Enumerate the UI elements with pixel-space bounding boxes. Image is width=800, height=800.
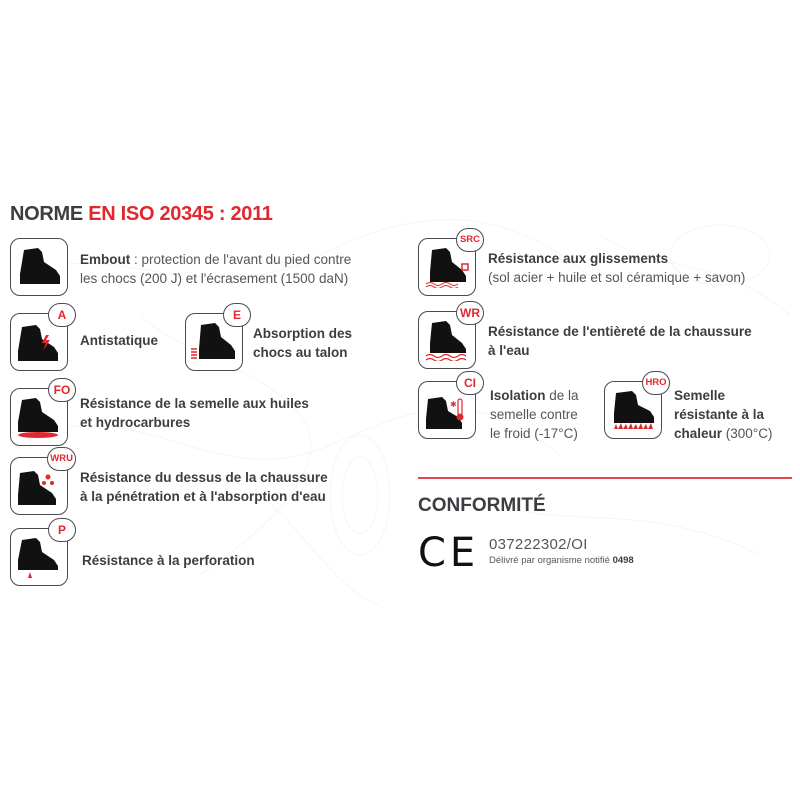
badge-hro: HRO bbox=[642, 371, 670, 395]
norm-wr-text: Résistance de l'entièreté de la chaussure à l'eau bbox=[488, 324, 752, 358]
badge-e: E bbox=[223, 303, 251, 327]
heat-flame-icon bbox=[604, 377, 667, 439]
badge-wru: WRU bbox=[47, 447, 76, 471]
norm-embout-text: Embout : protection de l'avant du pied contre les chocs (200 J) et l'écrasement (1500 daN) bbox=[80, 252, 352, 286]
norm-ci-text: Isolation de la semelle contre le froid (-17°C) bbox=[490, 388, 579, 441]
conformity-title: CONFORMITÉ bbox=[418, 495, 546, 516]
certificate-number: 037222302/OI bbox=[489, 536, 588, 553]
badge-wr: WR bbox=[456, 301, 484, 325]
svg-text:✱: ✱ bbox=[450, 400, 457, 409]
water-drops-icon bbox=[10, 453, 73, 515]
norm-a-text: Antistatique bbox=[80, 333, 159, 348]
badge-p: P bbox=[48, 518, 76, 542]
cold-thermometer-icon bbox=[418, 376, 476, 439]
norm-src-text: Résistance aux glissements (sol acier + huile et sol céramique + savon) bbox=[488, 251, 746, 285]
norm-hro-text: Semelle résistante à la chaleur (300°C) bbox=[674, 388, 773, 441]
notified-body-text: Délivré par organisme notifié 0498 bbox=[489, 555, 634, 566]
water-waves-icon bbox=[418, 306, 480, 369]
badge-a: A bbox=[48, 303, 76, 327]
badge-fo: FO bbox=[48, 378, 76, 402]
antistatic-lightning-icon bbox=[10, 308, 68, 371]
badge-src: SRC bbox=[456, 228, 484, 252]
ce-mark-icon: CE bbox=[418, 530, 480, 576]
page-title bbox=[10, 203, 273, 226]
norm-e-text: Absorption des chocs au talon bbox=[253, 326, 353, 360]
norm-p-text: Résistance à la perforation bbox=[82, 553, 255, 568]
section-divider bbox=[418, 477, 792, 479]
title-prefix: NORME bbox=[10, 203, 89, 225]
slip-resistance-icon bbox=[418, 234, 481, 296]
badge-ci: CI bbox=[456, 371, 484, 395]
norm-fo-text: Résistance de la semelle aux huiles et hydrocarbures bbox=[80, 396, 309, 430]
title-standard: EN ISO 20345 : 2011 bbox=[88, 203, 273, 225]
nail-perforation-icon bbox=[10, 523, 68, 586]
boot-toecap-icon bbox=[10, 238, 68, 296]
oil-resistance-icon bbox=[10, 383, 71, 446]
norm-wru-text: Résistance du dessus de la chaussure à la pénétration et à l'absorption d'eau bbox=[80, 470, 328, 504]
heel-shock-absorption-icon bbox=[185, 308, 243, 371]
safety-norms-panel bbox=[0, 195, 800, 605]
